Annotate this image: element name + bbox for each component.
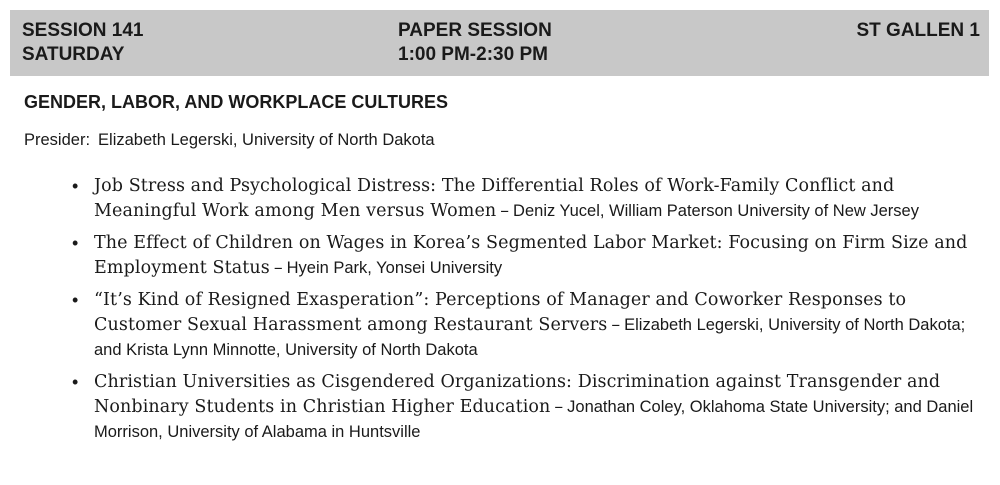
- session-type: PAPER SESSION: [398, 20, 552, 41]
- paper-dash: –: [500, 201, 510, 221]
- paper-dash: –: [611, 315, 621, 335]
- presider-line: [24, 131, 435, 150]
- session-day: SATURDAY: [22, 44, 125, 65]
- bullet-icon: •: [72, 176, 79, 196]
- session-room: ST GALLEN 1: [856, 20, 980, 41]
- session-header-bar: [10, 10, 989, 76]
- paper-authors: Jonathan Coley, Oklahoma State University; and Daniel Morrison, University of Alabama in Huntsville: [94, 398, 974, 441]
- paper-title: Job Stress and Psychological Distress: The Differential Roles of Work-Family Conflict and Meaningful Work among Men versus Women: [94, 176, 895, 221]
- paper-item: [72, 174, 982, 224]
- paper-title: “It’s Kind of Resigned Exasperation”: Perceptions of Manager and Coworker Responses to Customer Sexual Harassment among Restaurant Servers: [94, 290, 907, 335]
- session-number: SESSION 141: [22, 20, 144, 41]
- session-type-block: [398, 19, 552, 67]
- paper-authors: Elizabeth Legerski, University of North Dakota; and Krista Lynn Minnotte, University of North Dakota: [94, 316, 966, 359]
- session-time: 1:00 PM-2:30 PM: [398, 44, 548, 65]
- session-title: GENDER, LABOR, AND WORKPLACE CULTURES: [24, 92, 448, 112]
- session-id-block: [22, 19, 143, 67]
- paper-authors: Hyein Park, Yonsei University: [286, 259, 503, 277]
- bullet-icon: •: [72, 290, 79, 310]
- paper-item: [72, 370, 982, 445]
- paper-list: [72, 174, 982, 452]
- presider-label: Presider:: [24, 131, 91, 149]
- paper-title: Christian Universities as Cisgendered Organizations: Discrimination against Transgender and Nonbinary Students in Christian Higher Education: [94, 372, 941, 417]
- presider-name: Elizabeth Legerski, University of North Dakota: [98, 131, 435, 149]
- bullet-icon: •: [72, 233, 79, 253]
- paper-authors: Deniz Yucel, William Paterson University of New Jersey: [513, 202, 919, 220]
- session-room-block: [856, 19, 980, 43]
- paper-item: [72, 231, 982, 281]
- paper-item: [72, 288, 982, 363]
- paper-title: The Effect of Children on Wages in Korea’s Segmented Labor Market: Focusing on Firm Size and Employment Status: [94, 233, 968, 278]
- bullet-icon: •: [72, 372, 79, 392]
- paper-dash: –: [554, 397, 564, 417]
- paper-dash: –: [273, 258, 283, 278]
